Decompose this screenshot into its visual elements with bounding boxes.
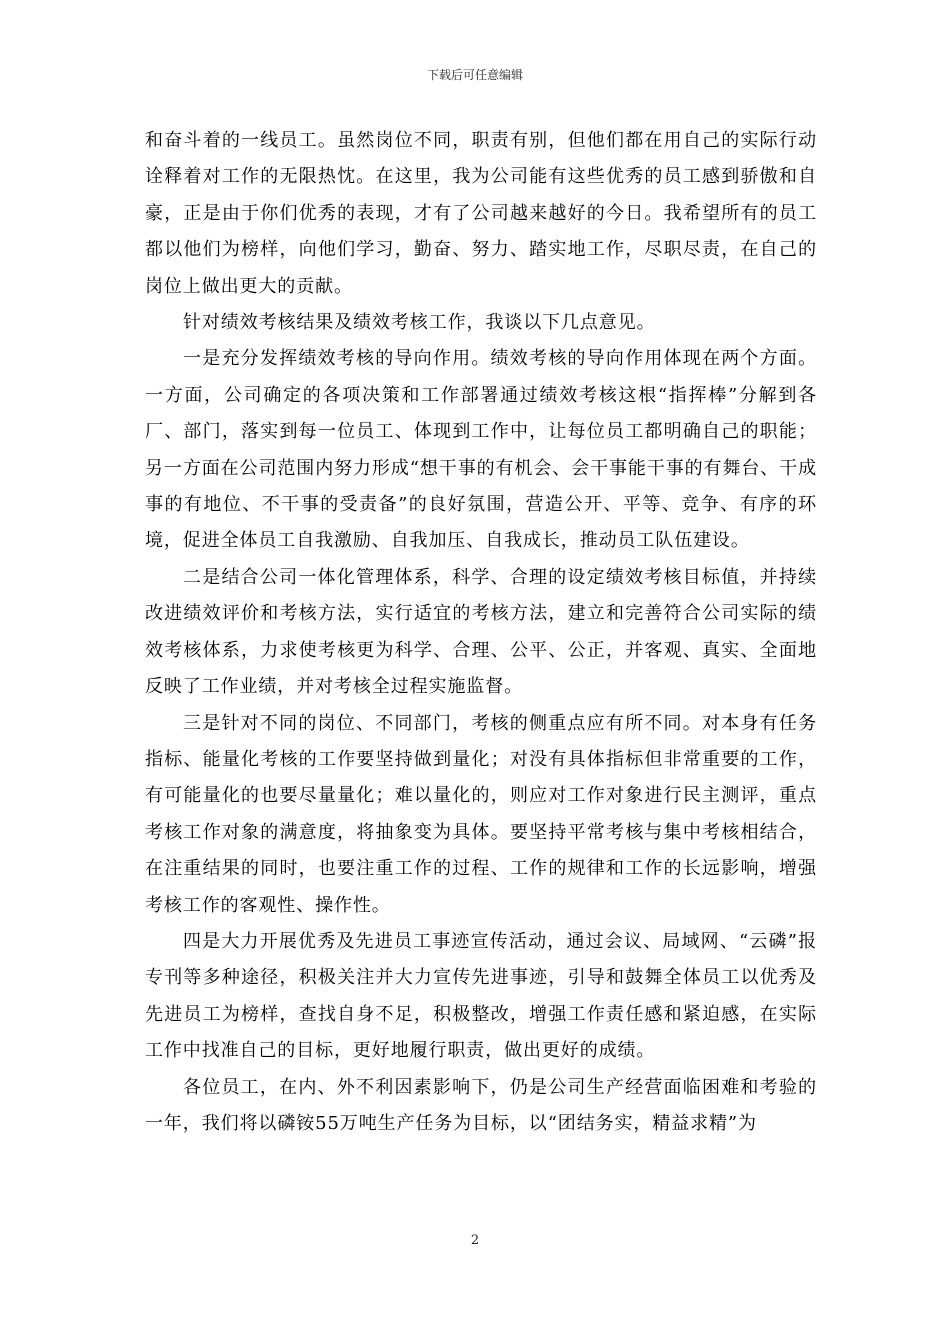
paragraph-point-four: 四是大力开展优秀及先进员工事迹宣传活动，通过会议、局域网、“云磷”报专刊等多种途径，积极关注并大力宣传先进事迹，引导和鼓舞全体员工以优秀及先进员工为榜样，查找自身不足，积极整改，增强工作责任感和紧迫感，在实际工作中找准自己的目标，更好地履行职责，做出更好的成绩。 — [145, 930, 817, 1062]
page-header: 下载后可任意编辑 — [426, 68, 523, 82]
paragraph-point-two: 二是结合公司一体化管理体系，科学、合理的设定绩效考核目标值，并持续改进绩效评价和考核方法，实行适宜的考核方法，建立和完善符合公司实际的绩效考核体系，力求使考核更为科学、合理、公平、公正，并客观、真实、全面地反映了工作业绩，并对考核全过程实施监督。 — [145, 566, 817, 698]
page-number: 2 — [470, 1233, 480, 1248]
paragraph-intro: 针对绩效考核结果及绩效考核工作，我谈以下几点意见。 — [183, 312, 656, 334]
document-body — [145, 123, 817, 1142]
paragraph-point-one: 一是充分发挥绩效考核的导向作用。绩效考核的导向作用体现在两个方面。一方面，公司确定的各项决策和工作部署通过绩效考核这根“指挥棒”分解到各厂、部门，落实到每一位员工、体现到工作中，让每位员工都明确自己的职能；另一方面在公司范围内努力形成“想干事的有机会、会干事能干事的有舞台、干成事的有地位、不干事的受责备”的良好氛围，营造公开、平等、竞争、有序的环境，促进全体员工自我激励、自我加压、自我成长，推动员工队伍建设。 — [145, 348, 817, 552]
paragraph-continuation: 和奋斗着的一线员工。虽然岗位不同，职责有别，但他们都在用自己的实际行动诠释着对工作的无限热忱。在这里，我为公司能有这些优秀的员工感到骄傲和自豪，正是由于你们优秀的表现，才有了公司越来越好的今日。我希望所有的员工都以他们为榜样，向他们学习，勤奋、努力、踏实地工作，尽职尽责，在自己的岗位上做出更大的贡献。 — [145, 130, 817, 297]
paragraph-point-three: 三是针对不同的岗位、不同部门，考核的侧重点应有所不同。对本身有任务指标、能量化考核的工作要坚持做到量化；对没有具体指标但非常重要的工作，有可能量化的也要尽量量化；难以量化的，则应对工作对象进行民主测评，重点考核工作对象的满意度，将抽象变为具体。要坚持平常考核与集中考核相结合，在注重结果的同时，也要注重工作的过程、工作的规律和工作的长远影响，增强考核工作的客观性、操作性。 — [145, 712, 817, 916]
paragraph-closing: 各位员工，在内、外不利因素影响下，仍是公司生产经营面临困难和考验的一年，我们将以磷铵55万吨生产任务为目标，以“团结务实，精益求精”为 — [145, 1076, 817, 1134]
